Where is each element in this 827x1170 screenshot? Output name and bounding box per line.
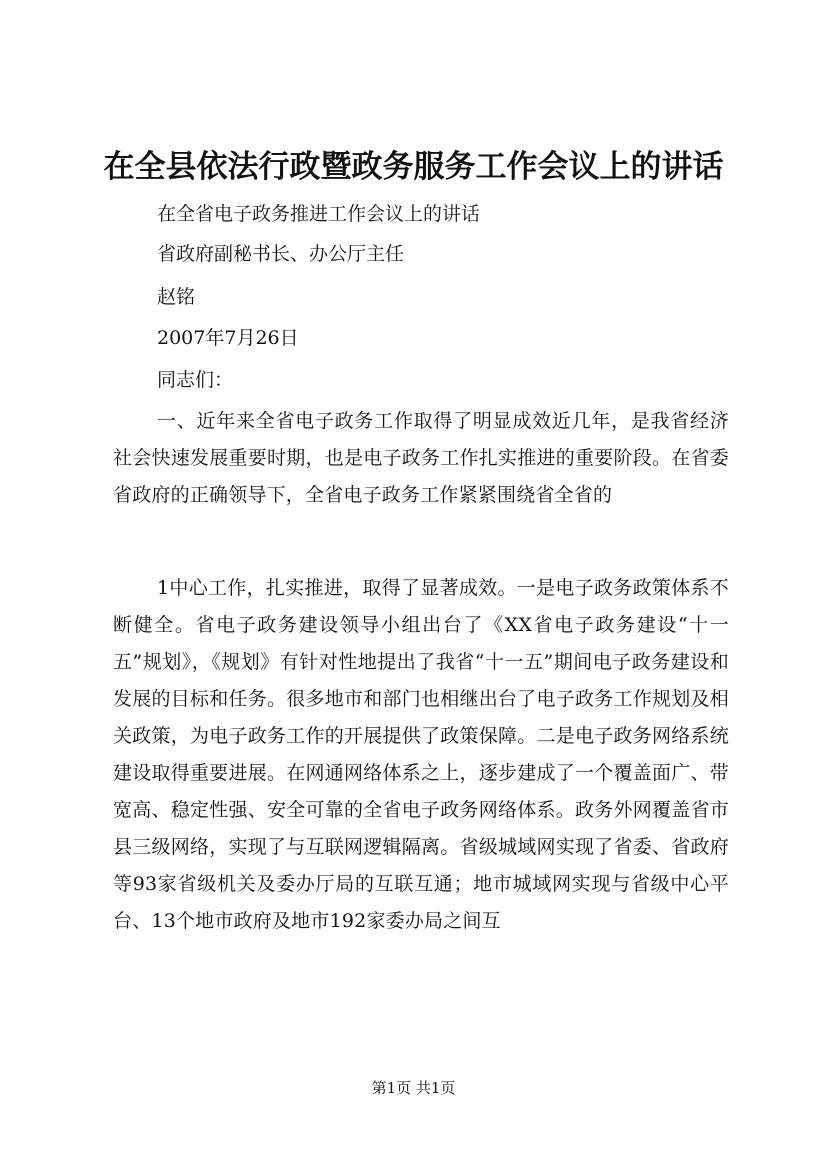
- page-footer: 第1页 共1页: [371, 1079, 456, 1097]
- document-title: 在全县依法行政暨政务服务工作会议上的讲话: [103, 149, 724, 185]
- body-paragraph: 1中心工作，扎实推进，取得了显著成效。一是电子政务政策体系不断健全。省电子政务建设领导小组出台了《XX省电子政务建设“十一五”规划》，《规划》有针对性地提出了我省“十一五”期间电子政务建设和发展的目标和任务。很多地市和部门也相继出台了电子政务工作规划及相关政策，为电子政务工作的开展提供了政策保障。二是电子政务网络系统建设取得重要进展。在网通网络体系之上，逐步建成了一个覆盖面广、带宽高、稳定性强、安全可靠的全省电子政务网络体系。政务外网覆盖省市县三级网络，实现了与互联网逻辑隔离。省级城域网实现了省委、省政府等93家省级机关及委办厅局的互联互通；地市城域网实现与省级中心平台、13个地市政府及地市192家委办局之间互: [113, 577, 729, 932]
- body-paragraph: 一、近年来全省电子政务工作取得了明显成效近几年，是我省经济社会快速发展重要时期，也是电子政务工作扎实推进的重要阶段。在省委省政府的正确领导下，全省电子政务工作紧紧围绕省全省的: [113, 410, 729, 506]
- speech-date: 2007年7月26日: [157, 327, 299, 349]
- salutation: 同志们：: [157, 369, 234, 391]
- speaker-position: 省政府副秘书长、办公厅主任: [157, 243, 405, 265]
- speaker-name: 赵铭: [157, 286, 196, 308]
- speech-subtitle: 在全省电子政务推进工作会议上的讲话: [157, 203, 481, 225]
